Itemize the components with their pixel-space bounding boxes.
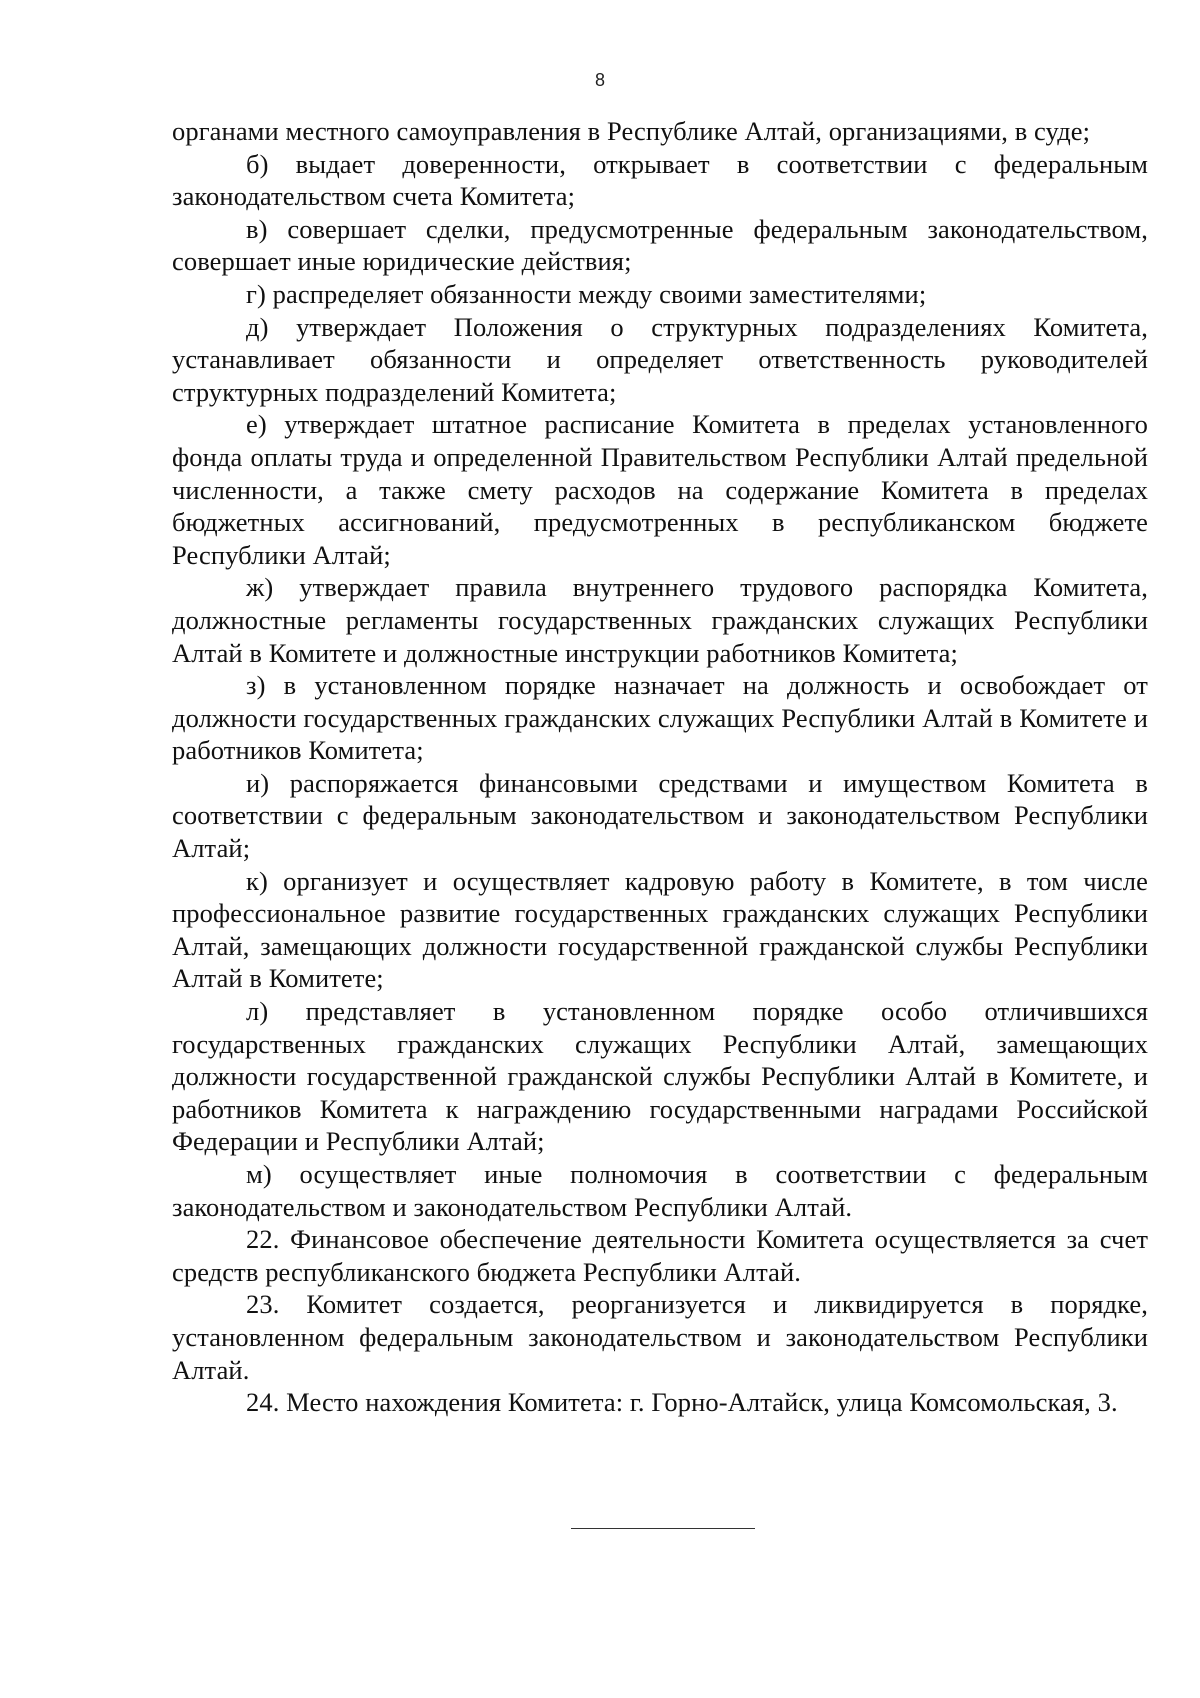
document-body	[172, 115, 1148, 1419]
paragraph-section-23: 23. Комитет создается, реорганизуется и ликвидируется в порядке, установленном федеральным законодательством и законодательством Республики Алтай.	[172, 1289, 1148, 1385]
paragraph-item-d: д) утверждает Положения о структурных подразделениях Комитета, устанавливает обязанности и определяет ответственность руководителей структурных подразделений Комитета;	[172, 311, 1148, 407]
paragraph-item-l: л) представляет в установленном порядке особо отличившихся государственных гражданских служащих Республики Алтай, замещающих должности государственной гражданской службы Республики Алтай в Комитете, и работников Комитета к награждению государственными наградами Российской Федерации и Республики Алтай;	[172, 996, 1148, 1157]
paragraph-item-e: е) утверждает штатное расписание Комитета в пределах установленного фонда оплаты труда и определенной Правительством Республики Алтай предельной численности, а также смету расходов на содержание Комитета в пределах бюджетных ассигнований, предусмотренных в республиканском бюджете Республики Алтай;	[172, 409, 1148, 570]
paragraph-section-24: 24. Место нахождения Комитета: г. Горно-Алтайск, улица Комсомольская, 3.	[246, 1387, 1118, 1418]
paragraph-item-k: к) организует и осуществляет кадровую работу в Комитете, в том числе профессиональное развитие государственных гражданских служащих Республики Алтай, замещающих должности государственной гражданской службы Республики Алтай в Комитете;	[172, 865, 1148, 994]
paragraph-item-b: б) выдает доверенности, открывает в соответствии с федеральным законодательством счета Комитета;	[172, 148, 1148, 212]
paragraph-section-22: 22. Финансовое обеспечение деятельности Комитета осуществляется за счет средств республиканского бюджета Республики Алтай.	[172, 1224, 1148, 1287]
paragraph-item-i: и) распоряжается финансовыми средствами и имуществом Комитета в соответствии с федеральным законодательством и законодательством Республики Алтай;	[172, 767, 1148, 864]
end-of-document-rule	[571, 1528, 755, 1529]
paragraph-continuation: органами местного самоуправления в Республике Алтай, организациями, в суде;	[172, 116, 1091, 146]
page-number: 8	[594, 70, 605, 90]
paragraph-item-v: в) совершает сделки, предусмотренные федеральным законодательством, совершает иные юридические действия;	[172, 213, 1148, 277]
paragraph-item-zh: ж) утверждает правила внутреннего трудового распорядка Комитета, должностные регламенты государственных гражданских служащих Республики Алтай в Комитете и должностные инструкции работников Комитета;	[172, 572, 1148, 668]
paragraph-item-m: м) осуществляет иные полномочия в соответствии с федеральным законодательством и законодательством Республики Алтай.	[172, 1159, 1148, 1222]
paragraph-item-g: г) распределяет обязанности между своими заместителями;	[246, 278, 927, 309]
paragraph-item-z: з) в установленном порядке назначает на должность и освобождает от должности государственных гражданских служащих Республики Алтай в Комитете и работников Комитета;	[172, 670, 1148, 766]
